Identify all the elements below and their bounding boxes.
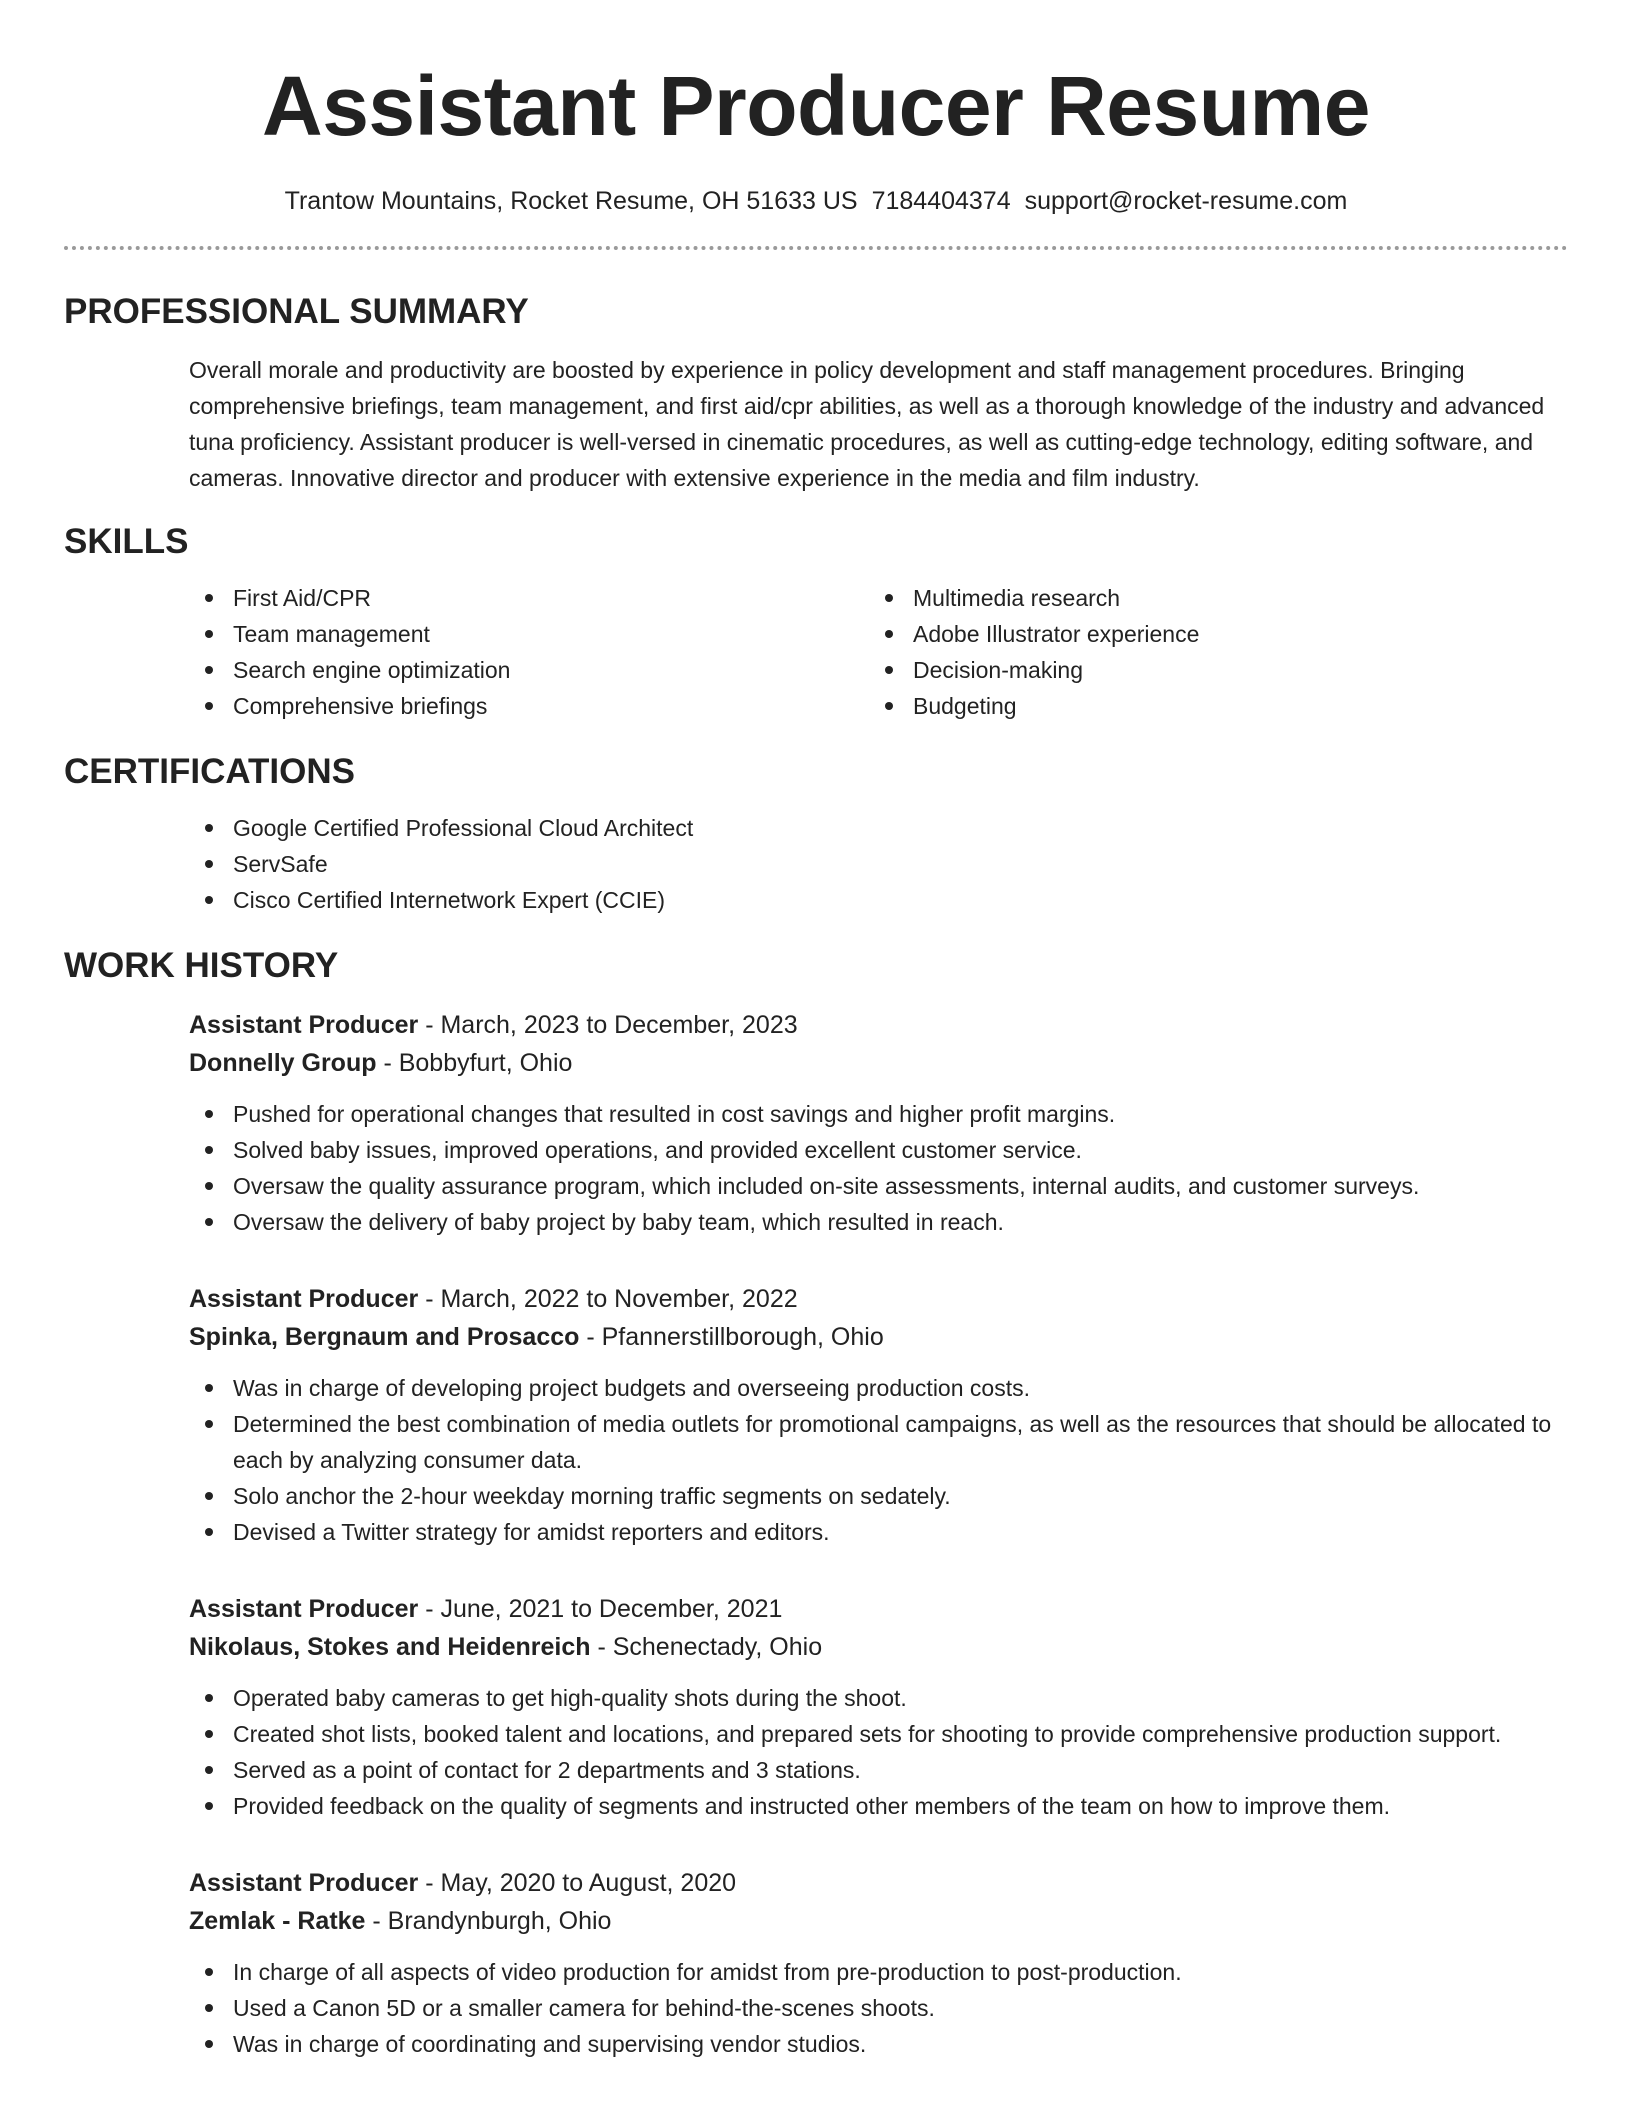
job-location: - Brandynburgh, Ohio (365, 1907, 612, 1935)
summary-text: Overall morale and productivity are boosted by experience in policy development and staff management procedures. Bringing comprehensive briefings, team management, and first aid/cpr abilities, as well as a thorough knowledge of the industry and advanced tuna proficiency. Assistant producer is well-versed in cinematic procedures, as well as cutting-edge technology, editing software, and cameras. Innovative director and producer with extensive experience in the media and film industry. (189, 357, 1545, 491)
job-company-line (189, 1902, 1568, 1940)
skill-item: Comprehensive briefings (189, 688, 869, 724)
job-location: - Schenectady, Ohio (590, 1633, 823, 1661)
job-duty: Oversaw the quality assurance program, which included on-site assessments, internal audits, and customer surveys. (189, 1168, 1568, 1204)
job-duty: Provided feedback on the quality of segments and instructed other members of the team on how to improve them. (189, 1788, 1568, 1824)
job-location: - Bobbyfurt, Ohio (376, 1049, 573, 1077)
job-duties (189, 1370, 1568, 1550)
skill-item: Decision-making (869, 652, 1549, 688)
job-title: Assistant Producer (189, 1595, 419, 1623)
job-title: Assistant Producer (189, 1869, 419, 1897)
skills-column-left (189, 580, 869, 724)
job-duty: Devised a Twitter strategy for amidst reporters and editors. (189, 1514, 1568, 1550)
job-company: Zemlak - Ratke (189, 1907, 366, 1935)
certification-item: Google Certified Professional Cloud Architect (189, 810, 1568, 846)
job-duty: Pushed for operational changes that resulted in cost savings and higher profit margins. (189, 1096, 1568, 1132)
job-company-line (189, 1628, 1568, 1666)
certifications-list (189, 810, 1568, 918)
job-entry (189, 1864, 1568, 2062)
job-company: Spinka, Bergnaum and Prosacco (189, 1323, 580, 1351)
skills-heading: SKILLS (64, 522, 189, 561)
contact-info (64, 184, 1568, 218)
skill-item: Search engine optimization (189, 652, 869, 688)
job-entry (189, 1006, 1568, 1240)
job-title-line (189, 1280, 1568, 1318)
job-duty: Determined the best combination of media outlets for promotional campaigns, as well as the resources that should be allocated to each by analyzing consumer data. (189, 1406, 1568, 1478)
certification-item: Cisco Certified Internetwork Expert (CCIE) (189, 882, 1568, 918)
job-duties (189, 1680, 1568, 1824)
contact-phone: 7184404374 (871, 187, 1011, 215)
certifications-heading: CERTIFICATIONS (64, 752, 356, 791)
skill-item: Team management (189, 616, 869, 652)
job-duty: Was in charge of coordinating and supervising vendor studios. (189, 2026, 1568, 2062)
job-dates: - May, 2020 to August, 2020 (418, 1869, 737, 1897)
header-divider (64, 246, 1568, 250)
job-dates: - March, 2022 to November, 2022 (418, 1285, 798, 1313)
job-duty: Created shot lists, booked talent and locations, and prepared sets for shooting to provide comprehensive production support. (189, 1716, 1568, 1752)
job-entry (189, 1590, 1568, 1824)
job-title-line (189, 1864, 1568, 1902)
job-location: - Pfannerstillborough, Ohio (579, 1323, 884, 1351)
job-duty: Served as a point of contact for 2 departments and 3 stations. (189, 1752, 1568, 1788)
skill-item: Budgeting (869, 688, 1549, 724)
skills-list (64, 580, 1568, 724)
job-duties (189, 1954, 1568, 2062)
job-duty: Was in charge of developing project budgets and overseeing production costs. (189, 1370, 1568, 1406)
job-duties (189, 1096, 1568, 1240)
skill-item: Multimedia research (869, 580, 1549, 616)
job-company-line (189, 1044, 1568, 1082)
job-duty: Used a Canon 5D or a smaller camera for behind-the-scenes shoots. (189, 1990, 1568, 2026)
resume-title: Assistant Producer Resume (262, 59, 1370, 153)
work-history-heading: WORK HISTORY (64, 946, 339, 985)
skill-item: Adobe Illustrator experience (869, 616, 1549, 652)
job-company: Donnelly Group (189, 1049, 377, 1077)
job-duty: Solo anchor the 2-hour weekday morning traffic segments on sedately. (189, 1478, 1568, 1514)
job-title: Assistant Producer (189, 1285, 419, 1313)
summary-heading: PROFESSIONAL SUMMARY (64, 292, 529, 331)
job-company: Nikolaus, Stokes and Heidenreich (189, 1633, 591, 1661)
job-entry (189, 1280, 1568, 1550)
certification-item: ServSafe (189, 846, 1568, 882)
job-duty: Oversaw the delivery of baby project by baby team, which resulted in reach. (189, 1204, 1568, 1240)
skill-item: First Aid/CPR (189, 580, 869, 616)
job-duty: Solved baby issues, improved operations, and provided excellent customer service. (189, 1132, 1568, 1168)
job-dates: - March, 2023 to December, 2023 (418, 1011, 798, 1039)
job-title-line (189, 1006, 1568, 1044)
skills-column-right (869, 580, 1549, 724)
job-dates: - June, 2021 to December, 2021 (418, 1595, 783, 1623)
contact-address: Trantow Mountains, Rocket Resume, OH 51633 US (284, 187, 858, 215)
job-duty: Operated baby cameras to get high-quality shots during the shoot. (189, 1680, 1568, 1716)
job-title-line (189, 1590, 1568, 1628)
job-title: Assistant Producer (189, 1011, 419, 1039)
job-duty: In charge of all aspects of video production for amidst from pre-production to post-production. (189, 1954, 1568, 1990)
job-company-line (189, 1318, 1568, 1356)
contact-email: support@rocket-resume.com (1024, 187, 1348, 215)
